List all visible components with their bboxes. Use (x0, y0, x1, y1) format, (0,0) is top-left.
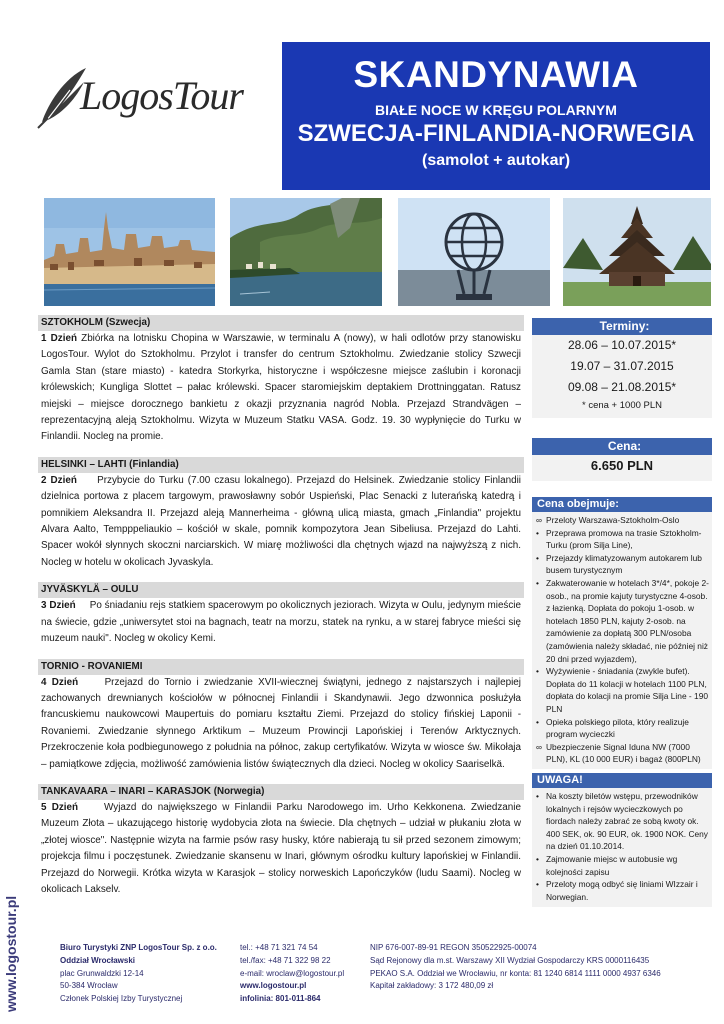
list-item (534, 514, 710, 527)
share-capital: Kapitał zakładowy: 3 172 480,09 zł (370, 981, 494, 991)
logo-wordmark: LogosTour (80, 73, 243, 118)
bullet-icon: • (536, 527, 539, 538)
bullet-icon: • (536, 666, 539, 677)
bullet-icon: • (536, 716, 539, 727)
list-item-text: Zakwaterowanie w hotelach 3*/4*, pokoje 2-osob., na promie kajuty turystyczne 4-osob. z łazienką. Dopłata do pokoju 1-osob. w hotelach 1850 PLN, kajuty 2-osob. na zamówienie za dopłatą 300 PLN/osoba (zamówienia należy składać, nie później niż 20 dni przed wyjazdem), (546, 577, 709, 664)
itinerary-day-2 (38, 457, 524, 571)
day-label: 3 Dzień (41, 600, 76, 612)
itinerary-day-3 (38, 582, 524, 647)
dates-note: * cena + 1000 PLN (581, 400, 663, 411)
itinerary-day-5 (38, 784, 524, 898)
price-heading: Cena: (532, 438, 712, 455)
itinerary (38, 315, 524, 909)
list-item (534, 853, 710, 878)
list-item-text: Opieka polskiego pilota, który realizuje program wycieczki (546, 716, 689, 740)
warning-list (532, 788, 712, 906)
price-panel (532, 438, 712, 481)
page-title: SKANDYNAWIA (353, 54, 639, 95)
list-item (534, 665, 710, 715)
list-item-text: Przeprawa promowa na trasie Sztokholm-Turku (prom Silja Line), (546, 527, 702, 551)
list-item (534, 552, 710, 577)
dates-panel (532, 318, 712, 418)
phone: tel.: +48 71 321 74 54 (240, 943, 318, 952)
list-item (534, 527, 710, 552)
day-text: Przybycie do Turku (7.00 czasu lokalnego). Przejazd do Helsinek. Zwiedzanie stolicy Finlandii dzielnica portowa z placem targowym, prawosławny sobór Uspieński, Plac Senacki z luterańską katedrą i pomnikiem Aleksandra II. Przejazd aleją Mannerheima - główną ulicą miasta, gmach „Finlandia" projektu Alvara Aalto, Tempppeliaukio – kościół w skale, pomnik kompozytora Jean Sibeliusa. Przejazd do Lahti. Spacer wokół słynnych skoczni narciarskich. W miarę możliwości dla chętnych wjazd na najwyższą z nich. Nocleg w hotelu w okolicach Jyvaskyla. (41, 474, 524, 568)
date-range: 28.06 – 10.07.2015* (567, 338, 677, 352)
dates-heading: Terminy: (532, 318, 712, 335)
bank-account: PEKAO S.A. Oddział we Wrocławiu, nr konta: 81 1240 6814 1111 0000 4937 6346 (370, 968, 661, 978)
day-heading: HELSINKI – LAHTI (Finlandia) (38, 457, 524, 473)
fjord-photo (230, 198, 382, 306)
logostour-logo (34, 64, 244, 134)
fax: tel./fax: +48 71 322 98 22 (240, 955, 331, 965)
day-text: Przejazd do Tornio i zwiedzanie XVII-wiecznej świątyni, jednego z najstarszych i najlepiej zachowanych drewnianych kościołów w północnej Finlandii i Skandynawii. Jego dzwonnica posłużyła francuskiemu naukowcowi Maupertuis do pomiaru kształtu Ziemi. Przejazd do stolicy fińskiej Laponii - Rovaniemi. Zwiedzanie słynnego Arktikum – Muzeum Prowincji Lapońskiej i Terenów Arktycznych. Przekroczenie koła podbiegunowego z południa na północ, zakup certyfikatów. Wizyta w wiosce św. Mikołaja – pamiątkowe zdjęcia, możliwość zamówienia listów świątecznych dla dzieci. Nocleg w okolicy Saariselkä. (41, 676, 524, 770)
tour-route: SZWECJA-FINLANDIA-NORWEGIA (297, 120, 695, 147)
list-item-text: Ubezpieczenie Signal Iduna NW (7000 PLN), KL (10 000 EUR) i bagaż (800PLN) (546, 741, 701, 765)
email-link[interactable]: e-mail: wroclaw@logostour.pl (240, 968, 345, 978)
day-label: 2 Dzień (41, 474, 77, 486)
list-item (534, 741, 710, 766)
bullet-icon: • (536, 853, 539, 864)
list-item (534, 878, 710, 903)
itinerary-day-1 (38, 315, 524, 446)
list-item-text: Przejazdy klimatyzowanym autokarem lub busem turystycznym (546, 552, 702, 576)
dates-body (532, 335, 712, 418)
bullet-icon: • (536, 577, 539, 588)
list-item-text: Zajmowanie miejsc w autobusie wg kolejności zapisu (546, 853, 678, 877)
postal-address: 50-384 Wrocław (60, 981, 118, 991)
membership-note: Członek Polskiej Izby Turystycznej (60, 994, 183, 1004)
includes-heading: Cena obejmuje: (532, 497, 712, 512)
day-heading: SZTOKHOLM (Szwecja) (38, 315, 524, 331)
hotline: infolinia: 801-011-864 (240, 994, 321, 1004)
date-range: 09.08 – 21.08.2015* (567, 380, 677, 394)
day-text: Po śniadaniu rejs statkiem spacerowym po okolicznych jeziorach. Wizyta w Oulu, jedynym mieście na świecie, gdzie „uniwersytet stoi na bagnach, teatr na morzu, statek na rynku, a w starej fabryce mieści się muzeum nauki". Nocleg w okolicy Kemi. (41, 600, 524, 645)
list-item (534, 716, 710, 741)
list-item-text: Przeloty mogą odbyć się liniami WIzzair i Norwegian. (546, 879, 698, 902)
bullet-icon: • (536, 791, 539, 801)
stave-church-photo (563, 198, 711, 306)
day-description (38, 800, 524, 898)
day-heading: TORNIO - ROVANIEMI (38, 659, 524, 675)
day-text: Wyjazd do największego w Finlandii Parku Narodowego im. Urho Kekkonena. Zwiedzanie Muzeum Złota – ukazującego historię wydobycia złota na świecie. Dla chętnych – udział w płukaniu złota w „złotej wiosce". Następnie wizyta na farmie psów rasy husky, które nabierają tu sił przed sezonem zimowym; projekcja filmu i poczęstunek. Zwiedzanie skansenu w Inari, głównym ośrodku kultury lapońskiej w Finlandii. Przejazd do Norwegii. Krótka wizyta w Karasjok – stolicy norweskich Lapończyków (ludu Saami). Nocleg w okolicach Lakselv. (41, 801, 524, 895)
day-heading: TANKAVAARA – INARI – KARASJOK (Norwegia) (38, 784, 524, 800)
court-registration: Sąd Rejonowy dla m.st. Warszawy XII Wydział Gospodarczy KRS 0000116435 (370, 955, 650, 965)
tax-ids: NIP 676-007-89-91 REGON 350522925-00074 (370, 943, 537, 952)
footer-company (60, 942, 230, 1006)
warning-panel (532, 773, 712, 907)
day-heading: JYVÄSKYLÄ – OULU (38, 582, 524, 598)
bullet-icon: • (536, 879, 539, 890)
warning-heading: UWAGA! (532, 773, 712, 788)
bullet-icon: ∞ (536, 741, 542, 752)
day-description (38, 675, 524, 773)
street-address: plac Grunwaldzki 12-14 (60, 968, 144, 978)
price-value: 6.650 PLN (532, 455, 712, 481)
list-item-text: Na koszty biletów wstępu, przewodników lokalnych i rejsów wycieczkowych po fiordach należy zabrać ze sobą kwoty ok. 400 SEK, ok. 90 EUR, ok. 1900 NOK. Ceny na dzień 01.10.2014. (546, 791, 708, 852)
vertical-website-link[interactable]: www.logostour.pl (3, 895, 19, 1012)
includes-list (532, 512, 712, 769)
footer-legal (370, 942, 720, 993)
stockholm-photo (44, 198, 215, 306)
website-link[interactable]: www.logostour.pl (240, 981, 307, 991)
list-item-text: Przeloty Warszawa-Sztokholm-Oslo (546, 515, 680, 525)
tour-transport: (samolot + autokar) (421, 152, 571, 169)
day-description (38, 473, 524, 571)
list-item-text: Wyżywienie - śniadania (zwykle bufet). Dopłata do 11 kolacji w hotelach 1100 PLN, dopłata do kolacji na promie Silja Line - 190 PLN (546, 666, 709, 714)
day-text: Zbiórka na lotnisku Chopina w Warszawie, w terminalu A (nowy), w hali odlotów przy stanowisku LogosTour. Wylot do Sztokholmu. Przylot i transfer do centrum Sztokholmu. Zwiedzanie stolicy Szwecji Gamla Stan (stare miasto) - katedra Storkyrka, historyczne i współczesne miejsce zaślubin i koronacji królewskich; Kungliga Slottet – pałac królewski. Spacer staromiejskim deptakiem Drottninggatan. Ratusz miejski – miejsce dorocznego bankietu z okazji przyznania nagród Nobla. Przejazd Strandvägen – reprezentacyjną aleją Sztokholmu. Wizyta w Muzeum Statku VASA. Godz. 19. 30 wypłynięcie do Turku w Finlandii. Nocleg na promie. (41, 333, 521, 443)
nordkapp-globe-photo (398, 198, 550, 306)
day-description (38, 331, 524, 446)
day-label: 1 Dzień (41, 333, 77, 344)
includes-panel (532, 497, 712, 769)
tour-subtitle: BIAŁE NOCE W KRĘGU POLARNYM (375, 102, 617, 118)
day-label: 4 Dzień (41, 676, 79, 688)
day-description (38, 598, 524, 647)
itinerary-day-4 (38, 659, 524, 773)
list-item (534, 577, 710, 665)
list-item (534, 790, 710, 853)
bullet-icon: ∞ (536, 515, 542, 525)
bullet-icon: • (536, 552, 539, 563)
day-label: 5 Dzień (41, 801, 79, 813)
date-range: 19.07 – 31.07.2015 (570, 359, 674, 373)
title-banner (282, 42, 710, 190)
footer-contact (240, 942, 370, 1006)
company-name: Biuro Turystyki ZNP LogosTour Sp. z o.o. (60, 943, 217, 952)
branch-name: Oddział Wrocławski (60, 955, 135, 965)
